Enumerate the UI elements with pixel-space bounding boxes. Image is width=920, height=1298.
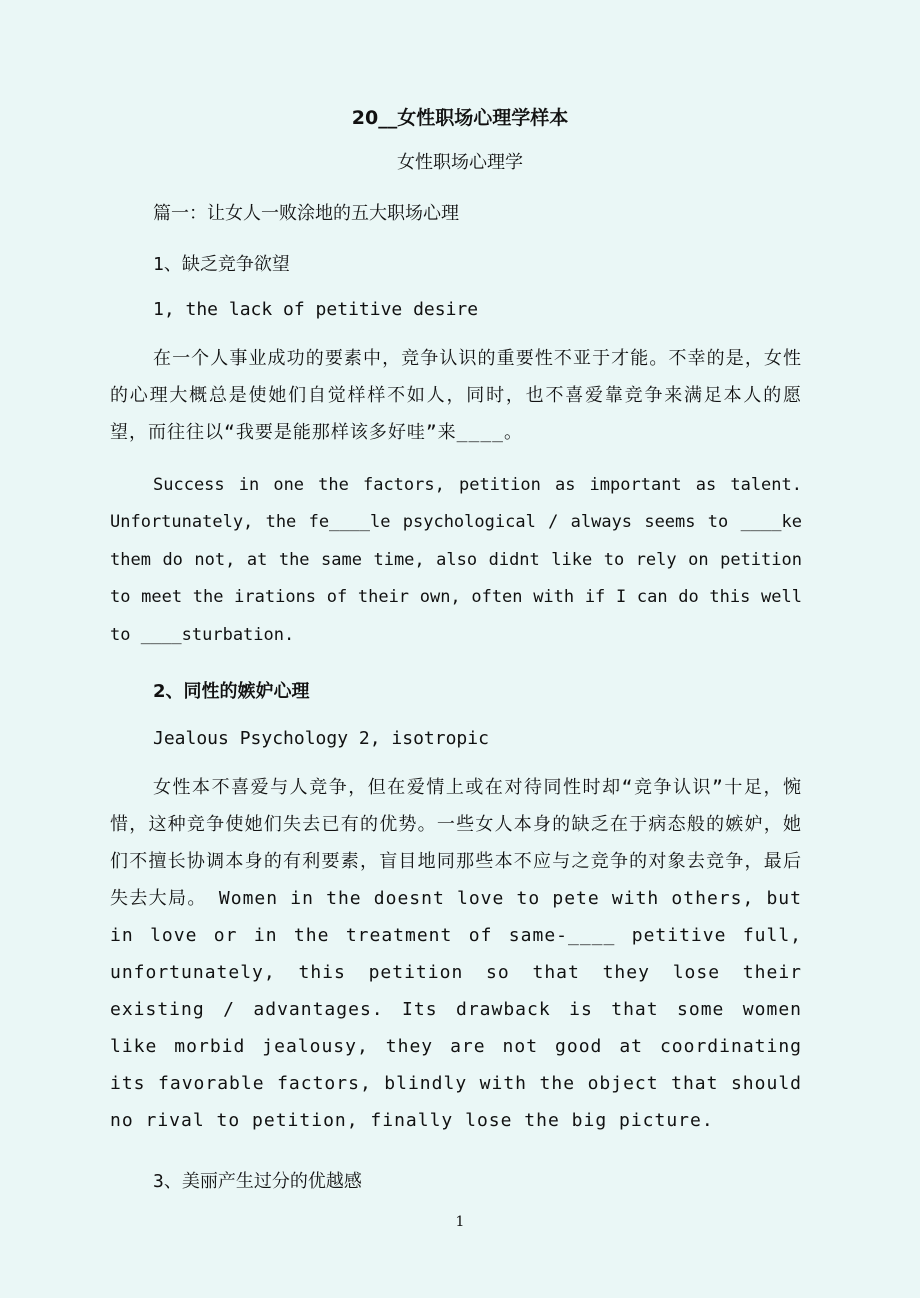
document-title: 20__女性职场心理学样本 [351, 107, 569, 129]
section2-heading-en: Jealous Psychology 2, isotropic [153, 728, 489, 749]
section3-heading-cn: 3、美丽产生过分的优越感 [153, 1171, 362, 1192]
section1-heading-en: 1, the lack of petitive desire [153, 299, 479, 320]
page-number: 1 [455, 1214, 465, 1230]
paragraph-1-cn: 在一个人事业成功的要素中，竞争认识的重要性不亚于才能。不幸的是，女性的心理大概总是使她们自觉样样不如人，同时，也不喜爱靠竞争来满足本人的愿望，而往往以“我要是能那样该多好哇”来____。 [110, 348, 802, 443]
section1-heading-cn: 1、缺乏竞争欲望 [153, 254, 290, 275]
section2-heading-cn: 2、同性的嫉妒心理 [153, 681, 310, 702]
paragraph-1-en: Success in one the factors, petition as important as talent. Unfortunately, the fe____le psychological / always seems to ____ke them do not, at the same time, also didnt like to rely on petition to meet the irations of their own, often with if I can do this well to ____sturbation. [110, 475, 802, 645]
chapter-heading: 篇一：让女人一败涂地的五大职场心理 [153, 203, 459, 224]
document-subtitle: 女性职场心理学 [397, 152, 523, 173]
paragraph-2: 女性本不喜爱与人竞争，但在爱情上或在对待同性时却“竞争认识”十足，惋惜，这种竞争使她们失去已有的优势。一些女人本身的缺乏在于病态般的嫉妒，她们不擅长协调本身的有利要素，盲目地同那些本不应与之竞争的对象去竞争，最后失去大局。 Women in the doesnt love to pete with others, but in love or in the treatment of same-____ petitive full, unfortunately, this petition so that they lose their existing / advantages. Its drawback is that some women like morbid jealousy, they are not good at coordinating its favorable factors, blindly with the object that should no rival to petition, finally lose the big picture. [110, 777, 802, 1131]
